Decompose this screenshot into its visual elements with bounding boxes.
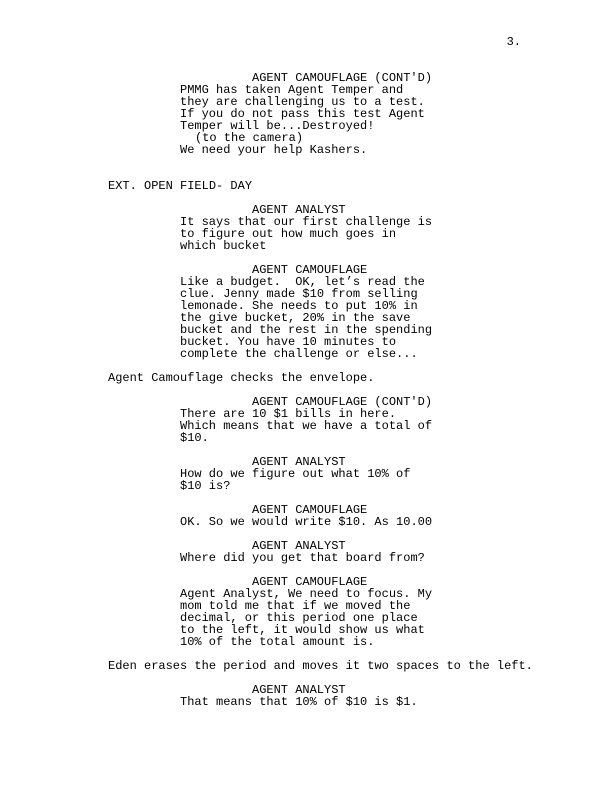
character-cue: AGENT ANALYST <box>252 455 346 469</box>
character-cue: AGENT CAMOUFLAGE <box>252 263 368 277</box>
dialogue-block <box>180 276 432 360</box>
dialogue-block <box>180 216 432 252</box>
character-cue: AGENT CAMOUFLAGE (CONT'D) <box>252 71 433 85</box>
dialogue-block <box>180 468 410 492</box>
action-block <box>108 660 533 672</box>
dialogue-block <box>180 588 432 648</box>
dialogue-line: We need your help Kashers. <box>180 143 368 157</box>
dialogue-line: Temper will be...Destroyed! <box>180 119 375 133</box>
dialogue-line: There are 10 $1 bills in here. <box>180 407 397 421</box>
character-cue: AGENT CAMOUFLAGE (CONT'D) <box>252 395 433 409</box>
dialogue-line: Agent Analyst, We need to focus. My <box>180 587 433 601</box>
dialogue-line: mom told me that if we moved the <box>180 599 411 613</box>
dialogue-block <box>180 84 425 132</box>
dialogue-line: 10% of the total amount is. <box>180 635 375 649</box>
character-cue: AGENT CAMOUFLAGE <box>252 575 368 589</box>
dialogue-block <box>180 696 418 708</box>
action-block <box>108 372 374 384</box>
dialogue-line: the give bucket, 20% in the save <box>180 311 411 325</box>
dialogue-line: complete the challenge or else... <box>180 347 418 361</box>
dialogue-line: That means that 10% of $10 is $1. <box>180 695 418 709</box>
parenthetical: (to the camera) <box>195 131 304 145</box>
dialogue-line: $10 is? <box>180 479 231 493</box>
dialogue-line: How do we figure out what 10% of <box>180 467 411 481</box>
character-cue: AGENT CAMOUFLAGE <box>252 503 368 517</box>
dialogue-line: OK. So we would write $10. As 10.00 <box>180 515 433 529</box>
dialogue-line: clue. Jenny made $10 from selling <box>180 287 418 301</box>
dialogue-line: $10. <box>180 431 209 445</box>
dialogue-block <box>180 516 432 528</box>
dialogue-line: Where did you get that board from? <box>180 551 425 565</box>
action-block <box>108 180 252 192</box>
dialogue-line: decimal, or this period one place <box>180 611 418 625</box>
dialogue-block <box>180 144 367 156</box>
dialogue-line: Which means that we have a total of <box>180 419 433 433</box>
dialogue-line: bucket. You have 10 minutes to <box>180 335 397 349</box>
action-line: Agent Camouflage checks the envelope. <box>108 371 375 385</box>
dialogue-block <box>180 552 425 564</box>
character-cue: AGENT ANALYST <box>252 683 346 697</box>
dialogue-line: PMMG has taken Agent Temper and <box>180 83 404 97</box>
dialogue-block <box>180 408 432 444</box>
dialogue-line: which bucket <box>180 239 267 253</box>
dialogue-line: they are challenging us to a test. <box>180 95 425 109</box>
dialogue-line: It says that our first challenge is <box>180 215 433 229</box>
dialogue-line: Like a budget. OK, let’s read the <box>180 275 425 289</box>
action-line: EXT. OPEN FIELD- DAY <box>108 179 253 193</box>
dialogue-line: bucket and the rest in the spending <box>180 323 433 337</box>
dialogue-line: to the left, it would show us what <box>180 623 425 637</box>
dialogue-line: If you do not pass this test Agent <box>180 107 425 121</box>
dialogue-line: lemonade. She needs to put 10% in <box>180 299 418 313</box>
character-cue: AGENT ANALYST <box>252 539 346 553</box>
dialogue-line: to figure out how much goes in <box>180 227 397 241</box>
character-cue: AGENT ANALYST <box>252 203 346 217</box>
action-line: Eden erases the period and moves it two spaces to the left. <box>108 659 533 673</box>
page-number: 3. <box>506 35 521 49</box>
